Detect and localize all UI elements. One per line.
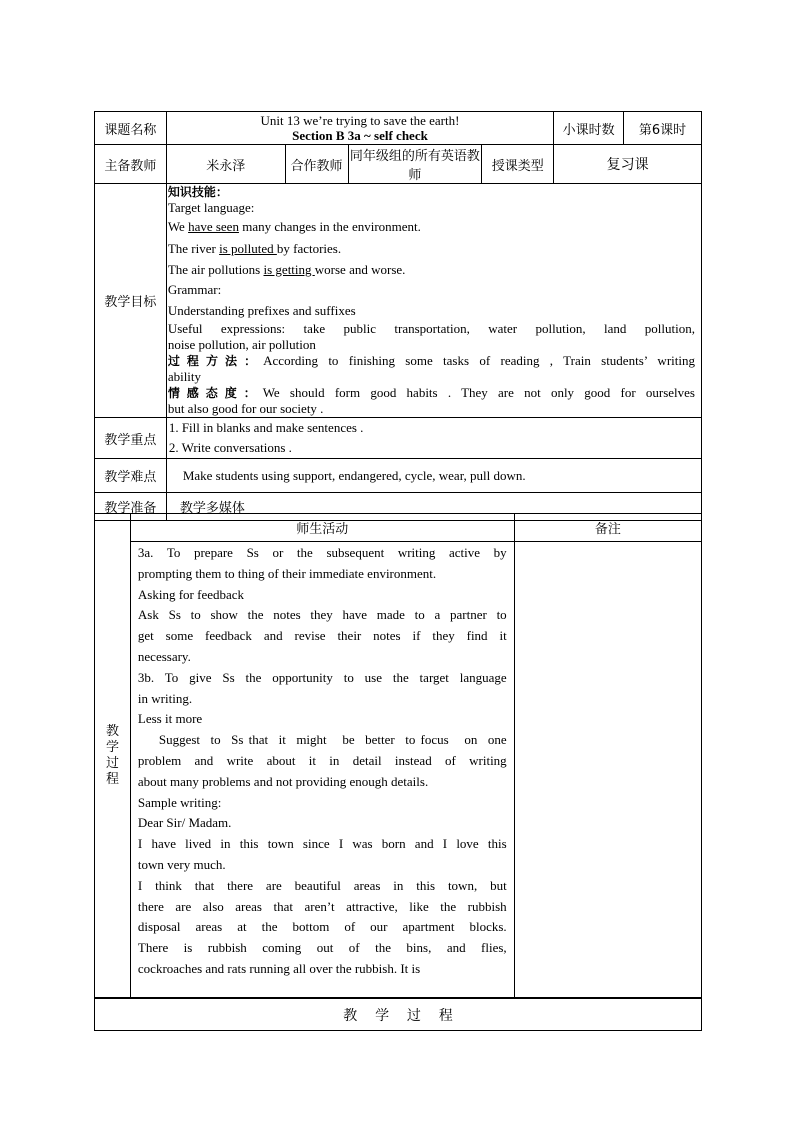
difficulties-text: Make students using support, endangered, cycle, wear, pull down. (166, 459, 701, 493)
sentence-3: The air pollutions is getting worse and worse. (167, 262, 406, 277)
process-line: Sample writing: (137, 794, 222, 810)
process-line: Suggest to Ss that it might be better to focus on one (137, 732, 507, 748)
main-teacher-value: 米永泽 (166, 145, 285, 184)
attitude-2: but also good for our society . (167, 401, 324, 416)
label-title: 课题名称 (95, 112, 167, 145)
coop-teacher-value: 同年级组的所有英语教师 (348, 145, 482, 184)
key-point-2: 2. Write conversations . (168, 440, 292, 455)
target-language: Target language: (167, 200, 255, 215)
process-line: Dear Sir/ Madam. (137, 815, 232, 831)
process-activity-content (130, 542, 514, 998)
attitude-title: 情感态度： (167, 386, 263, 400)
sentence-2: The river is polluted by factories. (167, 241, 342, 256)
process-line: cockroaches and rats running all over the rubbish. It is (137, 960, 421, 976)
footer-table (94, 998, 702, 1031)
process-line: about many problems and not providing enough details. (137, 773, 429, 789)
attitude-1: 情感态度：We should form good habits . They are not only good for ourselves (167, 385, 695, 400)
lesson-type-value: 复习课 (554, 145, 702, 184)
label-key-points: 教学重点 (95, 418, 167, 459)
label-lesson-type: 授课类型 (482, 145, 554, 184)
process-line: in writing. (137, 690, 193, 706)
key-points-content (166, 418, 701, 459)
process-line: There is rubbish coming out of the bins, and flies, (137, 940, 507, 956)
notes-content (514, 542, 701, 998)
process-line: 3b. To give Ss the opportunity to use the target language (137, 669, 507, 685)
process-line: Less it more (137, 711, 203, 727)
teaching-goals-content (166, 184, 701, 418)
label-main-teacher: 主备教师 (95, 145, 167, 184)
process-line: necessary. (137, 648, 191, 664)
periods-value: 第6课时 (624, 112, 702, 145)
lesson-plan-table (94, 111, 702, 521)
process-line: get some feedback and revise their notes if they find it (137, 628, 507, 644)
sentence-1: We have seen many changes in the environment. (167, 219, 421, 234)
process-table (94, 513, 702, 998)
process-line: disposal areas at the bottom of our apartment blocks. (137, 919, 507, 935)
grammar-text: Understanding prefixes and suffixes (167, 303, 356, 318)
col-notes: 备注 (514, 514, 701, 542)
process-line: I have lived in this town since I was born and I love this (137, 836, 507, 852)
process-line: Ask Ss to show the notes they have made to a partner to (137, 607, 507, 623)
process-method-title: 过程方法： (167, 354, 264, 368)
section-title: Section B 3a ~ self check (292, 128, 428, 143)
footer-process-label: 教 学 过 程 (95, 999, 702, 1031)
knowledge-title: 知识技能： (167, 185, 228, 199)
process-method-1: 过程方法：According to finishing some tasks of reading , Train students’ writing (167, 353, 695, 368)
unit-title: Unit 13 we’re trying to save the earth! (260, 113, 460, 128)
key-point-1: 1. Fill in blanks and make sentences . (168, 420, 364, 435)
preparation-text: 教学多媒体 (166, 493, 701, 521)
label-preparation: 教学准备 (95, 493, 167, 521)
useful-expressions-1: Useful expressions: take public transportation, water pollution, land pollution, (167, 321, 695, 336)
label-periods: 小课时数 (554, 112, 624, 145)
label-teaching-goals: 教学目标 (95, 184, 167, 418)
process-line: 3a. To prepare Ss or the subsequent writing active by (137, 545, 507, 560)
grammar-label: Grammar: (167, 282, 222, 297)
useful-expressions-2: noise pollution, air pollution (167, 337, 316, 352)
label-coop-teacher: 合作教师 (285, 145, 348, 184)
process-line: town very much. (137, 856, 226, 872)
label-difficulties: 教学难点 (95, 459, 167, 493)
process-line: there are also areas that aren’t attractive, like the rubbish (137, 898, 507, 914)
process-line: Asking for feedback (137, 586, 245, 602)
process-side-label: 教 学 过 程 (95, 514, 131, 998)
process-line: problem and write about it in detail instead of writing (137, 752, 507, 768)
process-line: prompting them to thing of their immediate environment. (137, 565, 437, 581)
lesson-title (166, 112, 553, 145)
process-method-2: ability (167, 369, 202, 384)
process-line: I think that there are beautiful areas in this town, but (137, 877, 507, 893)
col-teacher-student-activity: 师生活动 (130, 514, 514, 542)
